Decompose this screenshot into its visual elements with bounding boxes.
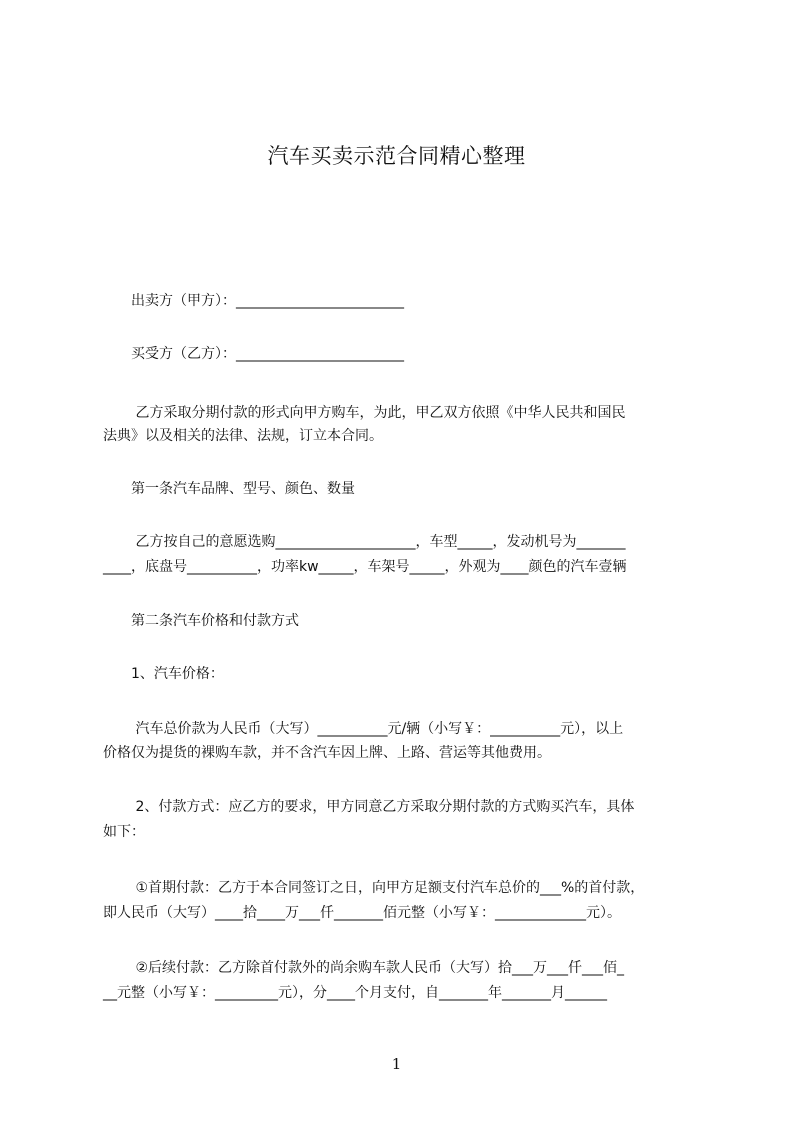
article-1-text-line-2: ____，底盘号__________，功率kw_____，车架号_____，外观为____颜色的汽车壹辆 [103, 559, 627, 575]
first-payment-line-2: 即人民币（大写）____拾____万___仟_______佰元整（小写￥：_____________元）。 [103, 905, 621, 921]
first-payment-line-1: ①首期付款：乙方于本合同签订之日，向甲方足额支付汽车总价的___%的首付款， [103, 880, 645, 896]
price-subheading: 1、汽车价格： [103, 666, 224, 682]
article-2-heading: 第二条汽车价格和付款方式 [103, 613, 299, 629]
buyer-line: 买受方（乙方）：________________________ [103, 346, 404, 362]
price-text-line-2: 价格仅为提货的裸购车款，并不含汽车因上牌、上路、营运等其他费用。 [103, 745, 551, 761]
payment-text-line-2: 如下： [103, 824, 145, 840]
document-title: 汽车买卖示范合同精心整理 [267, 144, 526, 168]
article-1-heading: 第一条汽车品牌、型号、颜色、数量 [103, 481, 355, 497]
later-payment-line-1: ②后续付款：乙方除首付款外的尚余购车款人民币（大写）拾___万___仟___佰_ [103, 960, 624, 976]
preamble-line-2: 法典》以及相关的法律、法规，订立本合同。 [103, 428, 383, 444]
price-text-line-1: 汽车总价款为人民币（大写）__________元/辆（小写￥：__________元），以上 [103, 721, 624, 737]
preamble-line-1: 乙方采取分期付款的形式向甲方购车，为此，甲乙双方依照《中华人民共和国民 [103, 405, 626, 421]
payment-text-line-1: 2、付款方式：应乙方的要求，甲方同意乙方采取分期付款的方式购买汽车，具体 [103, 799, 635, 815]
later-payment-line-2: __元整（小写￥：_________元），分____个月支付，自_______年_______月______ [103, 985, 607, 1001]
page-number: 1 [391, 1055, 402, 1073]
seller-line: 出卖方（甲方）：________________________ [103, 293, 404, 309]
article-1-text-line-1: 乙方按自己的意愿选购____________________，车型_____，发动机号为_______ [103, 534, 626, 550]
